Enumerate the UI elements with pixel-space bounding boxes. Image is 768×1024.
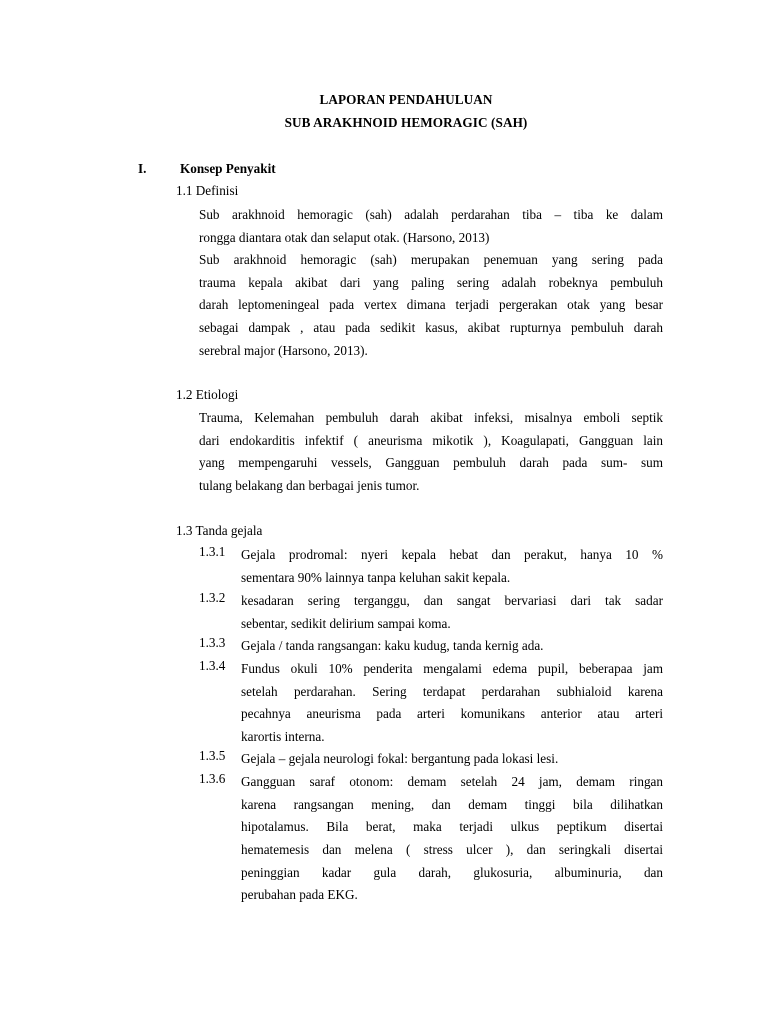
list-item-line: setelah perdarahan. Sering terdapat perdarahan subhialoid karena: [241, 683, 663, 699]
subheading-definisi: 1.1 Definisi: [176, 183, 239, 198]
document-title-line-2: SUB ARAKHNOID HEMORAGIC (SAH): [284, 115, 528, 130]
paragraph-line: yang mempengaruhi vessels, Gangguan pembuluh darah pada sum- sum: [199, 455, 663, 471]
list-item-line: Gejala / tanda rangsangan: kaku kudug, tanda kernig ada.: [241, 638, 544, 653]
paragraph-line: darah leptomeningeal pada vertex dimana terjadi pergerakan otak yang besar: [199, 297, 663, 313]
list-item-line: Gejala – gejala neurologi fokal: bergantung pada lokasi lesi.: [241, 751, 559, 766]
list-item-line: Gejala prodromal: nyeri kepala hebat dan perakut, hanya 10 %: [241, 547, 663, 562]
list-item-line: hematemesis dan melena ( stress ulcer ), dan seringkali disertai: [241, 842, 663, 858]
subheading-tanda-gejala: 1.3 Tanda gejala: [176, 523, 263, 538]
paragraph-line: tulang belakang dan berbagai jenis tumor.: [199, 478, 420, 494]
list-item-line: Gangguan saraf otonom: demam setelah 24 jam, demam ringan: [241, 774, 663, 789]
list-item-text: [241, 635, 663, 658]
list-item-line: peninggian kadar gula darah, glukosuria, albuminuria, dan: [241, 864, 663, 880]
list-item-text: [241, 748, 663, 771]
list-item-text: [241, 658, 663, 749]
list-item-text: [241, 771, 663, 907]
list-item-number: 1.3.3: [199, 635, 226, 650]
document-title-line-1: LAPORAN PENDAHULUAN: [319, 92, 493, 107]
list-item-line: Fundus okuli 10% penderita mengalami edema pupil, beberapaa jam: [241, 661, 663, 676]
paragraph-line: rongga diantara otak dan selaput otak. (Harsono, 2013): [199, 229, 490, 245]
etiologi-paragraph: [199, 407, 663, 498]
paragraph-line: Trauma, Kelemahan pembuluh darah akibat infeksi, misalnya emboli septik: [199, 410, 663, 425]
list-item-line: hipotalamus. Bila berat, maka terjadi ulkus peptikum disertai: [241, 819, 663, 835]
list-item-number: 1.3.4: [199, 658, 226, 673]
list-item-line: karortis interna.: [241, 729, 325, 745]
paragraph-line: serebral major (Harsono, 2013).: [199, 342, 368, 358]
list-item-number: 1.3.2: [199, 590, 226, 605]
list-item-line: kesadaran sering terganggu, dan sangat bervariasi dari tak sadar: [241, 593, 663, 608]
list-item-line: sementara 90% lainnya tanpa keluhan sakit kepala.: [241, 569, 511, 585]
paragraph-line: Sub arakhnoid hemoragic (sah) adalah perdarahan tiba – tiba ke dalam: [199, 207, 663, 222]
list-item-line: pecahnya aneurisma pada arteri komunikans anterior atau arteri: [241, 706, 663, 722]
paragraph-line: Sub arakhnoid hemoragic (sah) merupakan penemuan yang sering pada: [199, 252, 663, 267]
definisi-paragraph-1: [199, 204, 663, 249]
section-number: I.: [138, 161, 147, 176]
paragraph-line: dari endokarditis infektif ( aneurisma mikotik ), Koagulapati, Gangguan lain: [199, 432, 663, 448]
list-item-text: [241, 590, 663, 635]
list-item-number: 1.3.5: [199, 748, 226, 763]
paragraph-line: sebagai dampak , atau pada sedikit kasus, akibat rupturnya pembuluh darah: [199, 320, 663, 336]
list-item-number: 1.3.6: [199, 771, 226, 786]
definisi-paragraph-2: [199, 249, 663, 362]
list-item-line: perubahan pada EKG.: [241, 887, 358, 903]
subheading-etiologi: 1.2 Etiologi: [176, 387, 239, 402]
paragraph-line: trauma kepala akibat dari yang paling sering adalah robeknya pembuluh: [199, 274, 663, 290]
list-item-line: sebentar, sedikit delirium sampai koma.: [241, 615, 451, 631]
list-item-text: [241, 544, 663, 589]
list-item-line: karena rangsangan mening, dan demam tinggi bila dilihatkan: [241, 796, 663, 812]
list-item-number: 1.3.1: [199, 544, 226, 559]
section-label: Konsep Penyakit: [180, 161, 276, 176]
